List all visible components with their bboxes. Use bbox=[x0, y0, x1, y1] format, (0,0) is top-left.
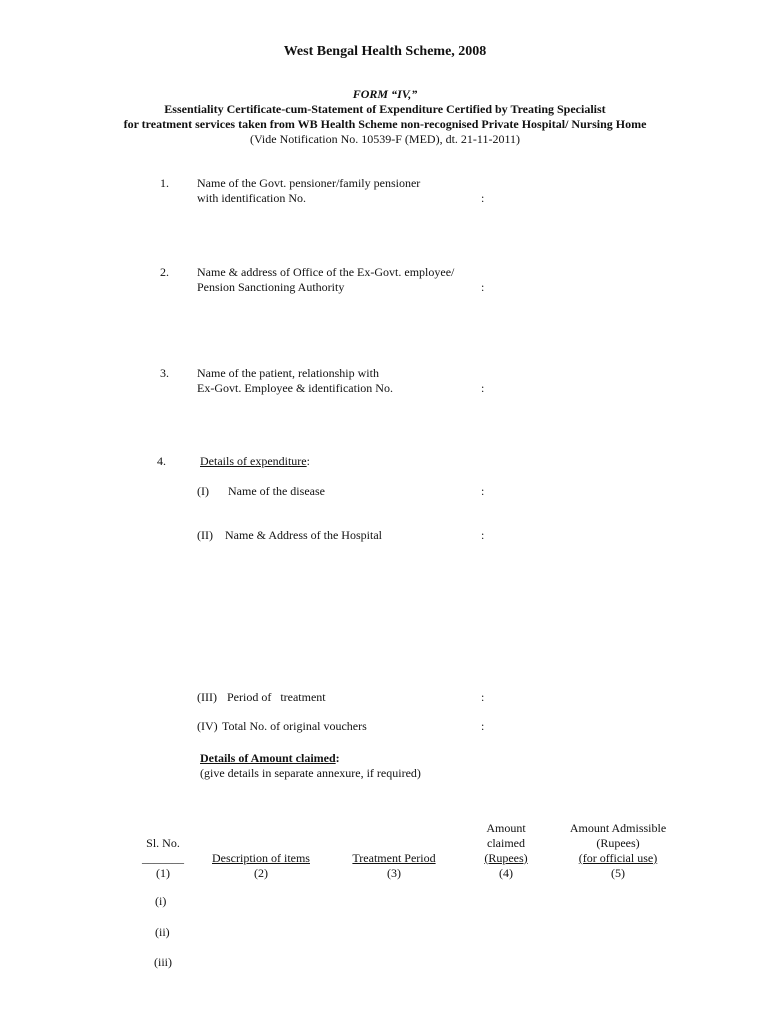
item-number: 1. bbox=[160, 176, 169, 190]
expenditure-heading-colon: : bbox=[306, 454, 310, 468]
column-header-treatment-period bbox=[334, 851, 454, 881]
expenditure-colon: : bbox=[481, 719, 485, 733]
roman-numeral: (III) bbox=[197, 690, 217, 704]
item-label-line-2: Pension Sanctioning Authority bbox=[197, 280, 345, 294]
column-header-sl-no bbox=[123, 836, 203, 881]
header-line: (for official use) bbox=[578, 851, 658, 865]
amount-claimed-heading bbox=[200, 751, 340, 766]
table-row-label: (iii) bbox=[154, 955, 172, 969]
header-line: (Rupees) bbox=[596, 836, 640, 850]
column-number: (2) bbox=[254, 866, 268, 880]
table-row-label: (ii) bbox=[155, 925, 170, 939]
item-label-line-2: Ex-Govt. Employee & identification No. bbox=[197, 381, 393, 395]
subtitle-line-2: for treatment services taken from WB Health Scheme non-recognised Private Hospital/ Nursing Home bbox=[123, 117, 647, 131]
roman-numeral: (II) bbox=[197, 528, 213, 542]
expenditure-colon: : bbox=[481, 690, 485, 704]
item-number: 3. bbox=[160, 366, 169, 380]
header-line: (Rupees) bbox=[484, 851, 528, 865]
item-label-line-1: Name & address of Office of the Ex-Govt. employee/ bbox=[197, 265, 455, 279]
expenditure-heading-text: Details of expenditure bbox=[200, 454, 307, 468]
expenditure-label: Period of treatment bbox=[227, 690, 326, 704]
item-number: 4. bbox=[157, 454, 166, 468]
amount-claimed-heading-text: Details of Amount claimed bbox=[200, 751, 336, 765]
table-row-label: (i) bbox=[155, 894, 167, 908]
notification-reference: (Vide Notification No. 10539-F (MED), dt. 21-11-2011) bbox=[249, 132, 520, 146]
column-number: (1) bbox=[156, 866, 170, 880]
amount-claimed-heading-colon: : bbox=[335, 751, 340, 765]
column-header-amount-claimed bbox=[466, 821, 546, 881]
roman-numeral: (I) bbox=[197, 484, 209, 498]
form-title: West Bengal Health Scheme, 2008 bbox=[283, 44, 487, 59]
amount-claimed-note: (give details in separate annexure, if required) bbox=[200, 766, 421, 780]
header-line: Treatment Period bbox=[352, 851, 436, 865]
column-number: (5) bbox=[611, 866, 625, 880]
expenditure-heading bbox=[200, 454, 310, 469]
item-colon: : bbox=[481, 280, 485, 294]
item-label-line-2: with identification No. bbox=[197, 191, 306, 205]
item-label-line-1: Name of the patient, relationship with bbox=[197, 366, 379, 380]
header-line: Description of items bbox=[212, 851, 310, 865]
form-name: FORM “IV,” bbox=[352, 87, 418, 101]
expenditure-label: Name & Address of the Hospital bbox=[225, 528, 382, 542]
roman-numeral: (IV) bbox=[197, 719, 218, 733]
header-line: Amount Admissible bbox=[569, 821, 667, 835]
header-line: Amount bbox=[486, 821, 526, 835]
column-number: (4) bbox=[499, 866, 513, 880]
header-line: claimed bbox=[487, 836, 525, 850]
expenditure-label: Name of the disease bbox=[228, 484, 325, 498]
column-number: (3) bbox=[387, 866, 401, 880]
subtitle-line-1: Essentiality Certificate-cum-Statement of Expenditure Certified by Treating Specialist bbox=[164, 102, 606, 116]
column-header-amount-admissible bbox=[553, 821, 683, 881]
header-line: Sl. No. bbox=[146, 836, 180, 850]
expenditure-colon: : bbox=[481, 528, 485, 542]
item-colon: : bbox=[481, 191, 485, 205]
expenditure-label: Total No. of original vouchers bbox=[222, 719, 367, 733]
item-label-line-1: Name of the Govt. pensioner/family pensioner bbox=[197, 176, 421, 190]
column-header-description bbox=[196, 851, 326, 881]
expenditure-colon: : bbox=[481, 484, 485, 498]
item-colon: : bbox=[481, 381, 485, 395]
item-number: 2. bbox=[160, 265, 169, 279]
header-line: _______ bbox=[142, 851, 184, 865]
